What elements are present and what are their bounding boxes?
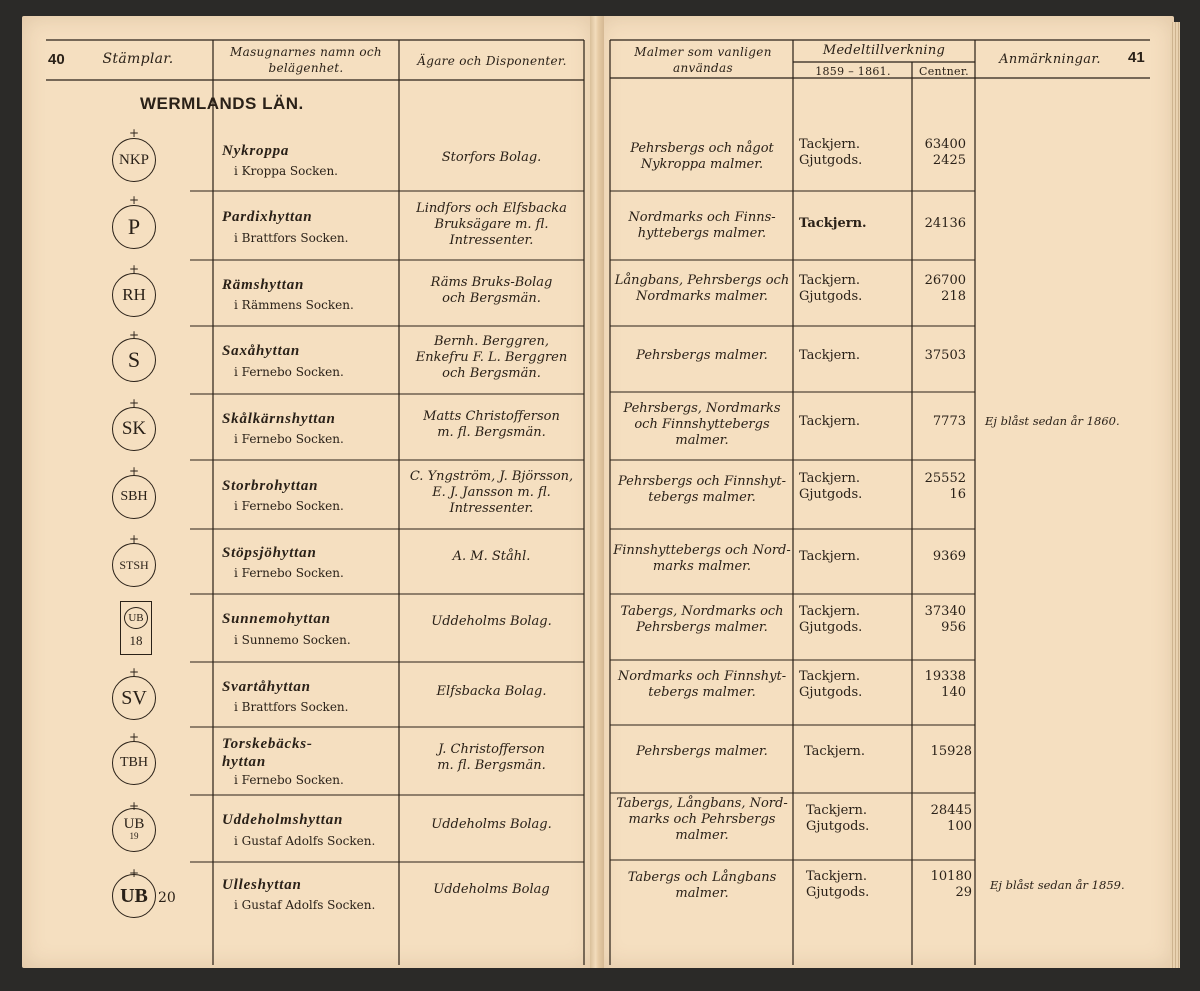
stamp-letters: RH (122, 285, 146, 304)
product-kind: Gjutgods. (806, 819, 870, 834)
ore-line: tebergs malmer. (648, 490, 756, 505)
furnace-name: Storbrohyttan (222, 478, 319, 494)
product-kind: Gjutgods. (799, 685, 863, 700)
stamp-letters: STSH (119, 557, 149, 572)
quantity: 140 (941, 685, 966, 700)
stamp-mark (112, 676, 156, 720)
owner-line: Storfors Bolag. (441, 150, 542, 165)
quantity: 15928 (930, 744, 972, 759)
furnace-parish: i Sunnemo Socken. (234, 633, 351, 647)
quantity: 37503 (924, 348, 966, 363)
stamp-mark (112, 741, 156, 785)
remark: Ej blåst sedan år 1860. (985, 414, 1120, 428)
furnace-name: Skålkärnshyttan (222, 411, 336, 427)
product-kind: Gjutgods. (799, 620, 863, 635)
furnace-name: Sunnemohyttan (222, 611, 331, 627)
quantity: 28445 (930, 803, 972, 818)
quantity: 7773 (932, 414, 966, 429)
product-kind: Tackjern. (799, 348, 861, 363)
ore-line: malmer. (675, 828, 729, 843)
page-number-left: 40 (48, 51, 65, 68)
stamp-letters: SK (121, 418, 147, 439)
furnace-parish: i Fernebo Socken. (234, 432, 344, 446)
owner-line: Uddeholms Bolag. (431, 817, 552, 832)
stamp-mark (112, 205, 156, 249)
stamp-mark (112, 338, 156, 382)
ore-line: Pehrsbergs malmer. (636, 744, 768, 759)
furnace-name: Svartåhyttan (222, 679, 311, 695)
owner-line: Uddeholms Bolag. (431, 614, 552, 629)
product-kind: Gjutgods. (799, 487, 863, 502)
owner-line: och Bergsmän. (442, 291, 541, 306)
owner-line: Lindfors och Elfsbacka (416, 201, 567, 216)
ore-line: Pehrsbergs och något (630, 141, 774, 156)
product-kind: Tackjern. (804, 744, 866, 759)
ore-line: marks och Pehrsbergs (628, 812, 776, 827)
ore-line: Pehrsbergs och Finnshyt- (617, 474, 786, 489)
furnace-name: Ulleshyttan (222, 877, 302, 893)
header-owners: Ägare och Disponenter. (417, 54, 567, 68)
ore-line: Tabergs och Långbans (627, 870, 777, 885)
header-stamps: Stämplar. (102, 51, 174, 67)
furnace-parish: i Brattfors Socken. (234, 231, 349, 245)
ore-line: Nykroppa malmer. (640, 157, 764, 172)
furnace-name: Rämshyttan (222, 277, 305, 293)
owner-line: E. J. Jansson m. fl. (432, 485, 551, 500)
owner-line: J. Christofferson (438, 742, 545, 757)
furnace-parish: i Fernebo Socken. (234, 499, 344, 513)
quantity: 10180 (930, 869, 972, 884)
stamp-mark (112, 273, 156, 317)
stamp-mark (112, 407, 156, 451)
quantity: 24136 (924, 216, 966, 231)
ore-line: Tabergs, Långbans, Nord- (616, 796, 788, 811)
furnace-name-continued: hyttan (222, 754, 266, 770)
stamp-letters: UB (123, 816, 145, 832)
furnace-parish: i Fernebo Socken. (234, 773, 344, 787)
ore-line: marks malmer. (652, 559, 752, 574)
owner-line: Bernh. Berggren, (434, 334, 549, 349)
stamp-letters: S (127, 347, 141, 372)
header-ores: Malmer som vanligen användas (634, 45, 772, 75)
region-title: WERMLANDS LÄN. (140, 94, 304, 113)
stamp-letters: TBH (120, 755, 148, 770)
product-kind: Tackjern. (799, 216, 867, 231)
furnace-name: Stöpsjöhyttan (222, 545, 317, 561)
cross-mark: + (129, 866, 140, 880)
owner-line: Bruksägare m. fl. (434, 217, 549, 232)
product-kind: Tackjern. (806, 869, 868, 884)
quantity: 218 (941, 289, 966, 304)
furnace-name: Uddeholmshyttan (222, 812, 344, 828)
page-number-right: 41 (1128, 49, 1145, 66)
ore-line: malmer. (675, 433, 729, 448)
product-kind: Tackjern. (799, 273, 861, 288)
stamp-letters: SBH (120, 489, 148, 504)
furnace-parish: i Brattfors Socken. (234, 700, 349, 714)
product-kind: Tackjern. (799, 137, 861, 152)
quantity: 2425 (932, 153, 966, 168)
stamp-letters: NKP (118, 151, 149, 168)
cross-mark: + (129, 193, 140, 207)
stamp-number: 18 (129, 633, 143, 648)
product-kind: Tackjern. (799, 471, 861, 486)
furnace-parish: i Kroppa Socken. (234, 164, 338, 178)
product-kind: Tackjern. (799, 414, 861, 429)
cross-mark: + (129, 532, 140, 546)
quantity: 19338 (924, 669, 966, 684)
ore-line: Pehrsbergs, Nordmarks (623, 401, 781, 416)
stamp-mark (112, 138, 156, 182)
product-kind: Tackjern. (806, 803, 868, 818)
product-kind: Tackjern. (799, 604, 861, 619)
ore-line: Nordmarks och Finns- (628, 210, 776, 225)
product-kind: Gjutgods. (799, 153, 863, 168)
header-remarks: Anmärkningar. (999, 52, 1101, 67)
cross-mark: + (129, 396, 140, 410)
furnace-parish: i Fernebo Socken. (234, 365, 344, 379)
product-kind: Gjutgods. (799, 289, 863, 304)
furnace-parish: i Gustaf Adolfs Socken. (234, 834, 376, 848)
product-kind: Tackjern. (799, 669, 861, 684)
stamp-mark (112, 543, 156, 587)
ore-line: malmer. (675, 886, 729, 901)
furnace-name: Saxåhyttan (222, 343, 301, 359)
quantity: 100 (947, 819, 972, 834)
furnace-parish: i Gustaf Adolfs Socken. (234, 898, 376, 912)
quantity: 63400 (924, 137, 966, 152)
cross-mark: + (129, 464, 140, 478)
ore-line: Finnshyttebergs och Nord- (613, 543, 791, 558)
furnace-name: Nykroppa (222, 143, 290, 159)
ore-line: Tabergs, Nordmarks och (620, 604, 784, 619)
owner-line: Elfsbacka Bolag. (436, 684, 547, 699)
stamp-letters: UB (124, 607, 148, 629)
cross-mark: + (129, 665, 140, 679)
header-unit: Centner. (919, 65, 969, 78)
ore-line: hyttebergs malmer. (637, 226, 767, 241)
cross-mark: + (129, 799, 140, 813)
remark: Ej blåst sedan år 1859. (990, 878, 1125, 892)
stamp-number: 19 (129, 831, 139, 841)
quantity: 37340 (924, 604, 966, 619)
furnace-parish: i Fernebo Socken. (234, 566, 344, 580)
owner-line: m. fl. Bergsmän. (437, 425, 546, 440)
ore-line: tebergs malmer. (648, 685, 756, 700)
owner-line: och Bergsmän. (442, 366, 541, 381)
stamp-number: 20 (158, 890, 176, 906)
owner-line: Intressenter. (449, 233, 534, 248)
cross-mark: + (129, 262, 140, 276)
owner-line: Räms Bruks-Bolag (430, 275, 553, 290)
ore-line: Pehrsbergs malmer. (636, 620, 768, 635)
owner-line: Intressenter. (449, 501, 534, 516)
stamp-mark (112, 874, 156, 918)
header-furnaces: Masugnarnes namn och belägenhet. (230, 45, 382, 75)
stamp-letters: P (127, 214, 141, 239)
stamp-letters: UB (120, 884, 148, 907)
quantity: 956 (941, 620, 966, 635)
furnace-parish: i Rämmens Socken. (234, 298, 354, 312)
stamp-mark (112, 475, 156, 519)
furnace-name: Pardixhyttan (222, 209, 313, 225)
cross-mark: + (129, 328, 140, 342)
owner-line: m. fl. Bergsmän. (437, 758, 546, 773)
owner-line: Matts Christofferson (423, 409, 560, 424)
owner-line: C. Yngström, J. Björsson, (409, 469, 574, 484)
stamp-mark (112, 808, 156, 852)
ore-line: Nordmarks och Finnshyt- (617, 669, 787, 684)
ore-line: Pehrsbergs malmer. (636, 348, 768, 363)
owner-line: Enkefru F. L. Berggren (415, 350, 568, 365)
owner-line: Uddeholms Bolag (433, 882, 550, 897)
ore-line: och Finnshyttebergs (634, 417, 770, 432)
header-years: 1859 – 1861. (815, 65, 891, 78)
quantity: 29 (955, 885, 972, 900)
quantity: 16 (949, 487, 966, 502)
stamp-letters: SV (121, 686, 147, 709)
header-production: Medeltillverkning (822, 43, 946, 58)
quantity: 25552 (924, 471, 966, 486)
ore-line: Långbans, Pehrsbergs och (614, 273, 790, 288)
owner-line: A. M. Ståhl. (452, 549, 531, 564)
quantity: 9369 (932, 549, 966, 564)
stamp-mark (120, 601, 152, 655)
ore-line: Nordmarks malmer. (636, 289, 768, 304)
cross-mark: + (129, 730, 140, 744)
product-kind: Tackjern. (799, 549, 861, 564)
cross-mark: + (129, 126, 140, 140)
furnace-name: Torskebäcks- (222, 736, 313, 752)
product-kind: Gjutgods. (806, 885, 870, 900)
quantity: 26700 (924, 273, 966, 288)
